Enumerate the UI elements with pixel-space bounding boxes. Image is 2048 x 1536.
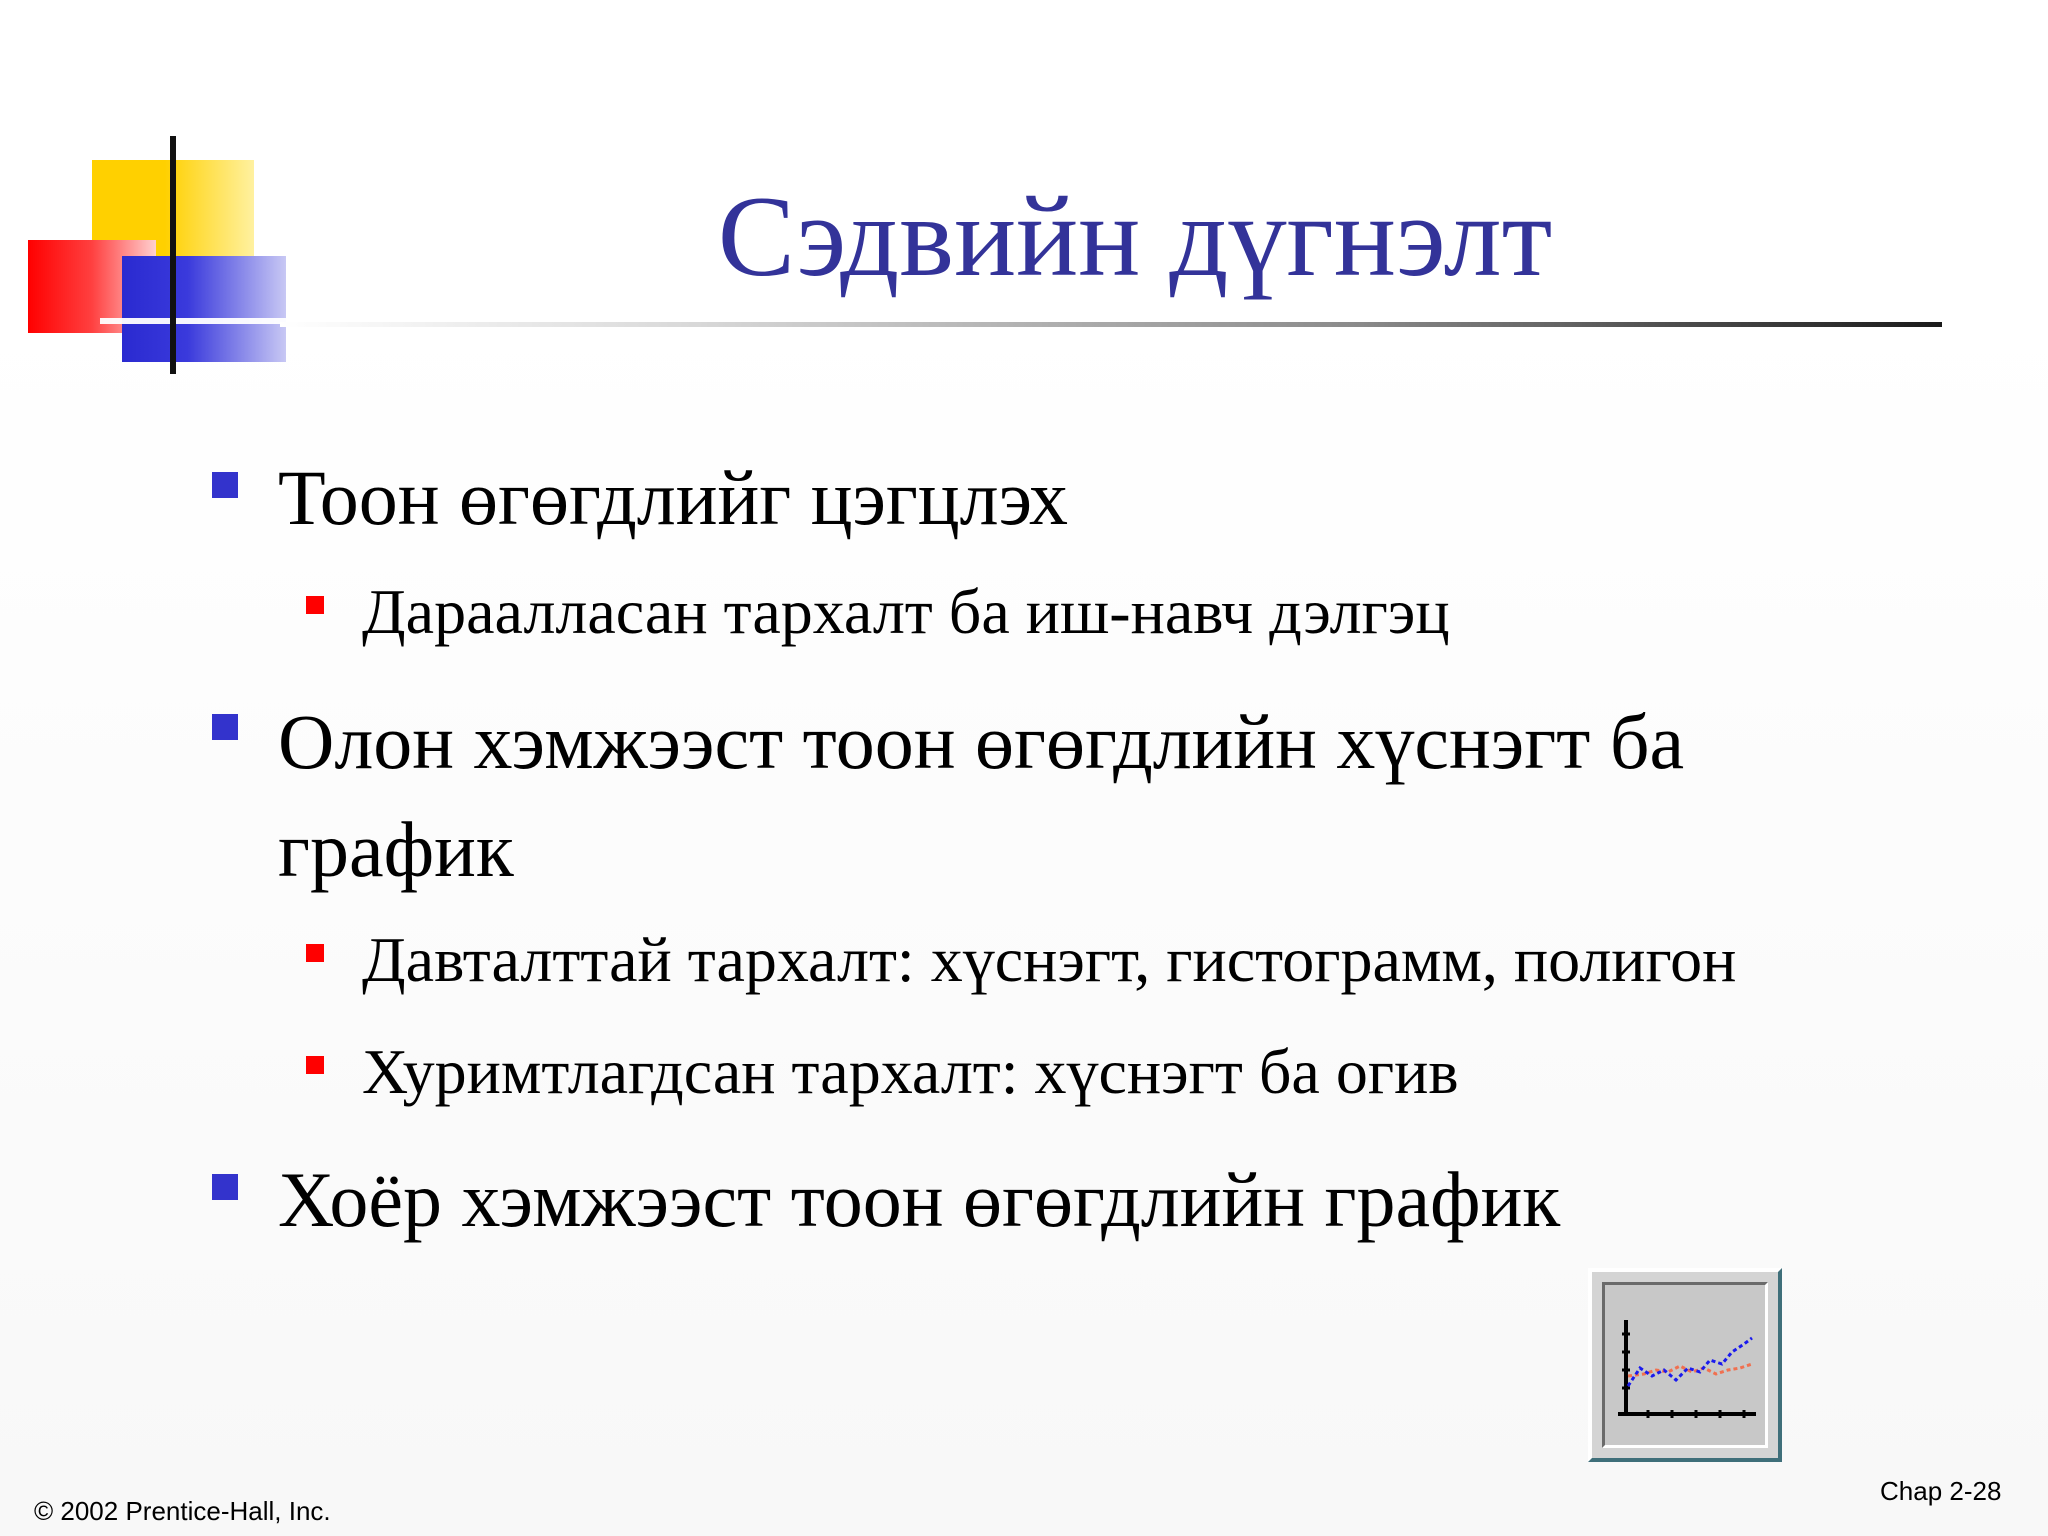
logo-black-line (170, 136, 176, 374)
bullet-2-text-line1: Олон хэмжээст тоон өгөгдлийн хүснэгт ба (278, 698, 1685, 785)
logo-blue-block (122, 256, 286, 362)
logo-white-line (100, 318, 286, 324)
subbullet-marker-2-1 (306, 944, 324, 962)
bullet-1-text: Тоон өгөгдлийг цэгцлэх (278, 454, 1069, 541)
subbullet-2-1-text: Давталттай тархалт: хүснэгт, гистограмм, полигон (362, 924, 1737, 995)
slide-title: Сэдвийн дүгнэлт (717, 173, 1553, 301)
subbullet-2-2-text: Хуримтлагдсан тархалт: хүснэгт ба огив (362, 1036, 1459, 1107)
bullet-marker-2 (212, 714, 238, 740)
line-chart-icon (1588, 1268, 1782, 1462)
copyright-text: © 2002 Prentice-Hall, Inc. (34, 1496, 331, 1526)
bullet-marker-3 (212, 1174, 238, 1200)
page-number: Chap 2-28 (1880, 1476, 2002, 1506)
bullet-marker-1 (212, 472, 238, 498)
subbullet-marker-1-1 (306, 596, 324, 614)
bullet-3-text: Хоёр хэмжээст тоон өгөгдлийн график (278, 1156, 1561, 1243)
subbullet-1-1-text: Дараалласан тархалт ба иш-навч дэлгэц (362, 576, 1450, 647)
chart-icon-graphic (1592, 1272, 1778, 1458)
subbullet-marker-2-2 (306, 1056, 324, 1074)
title-divider (280, 322, 1942, 327)
bullet-2-text-line2: график (278, 806, 514, 893)
